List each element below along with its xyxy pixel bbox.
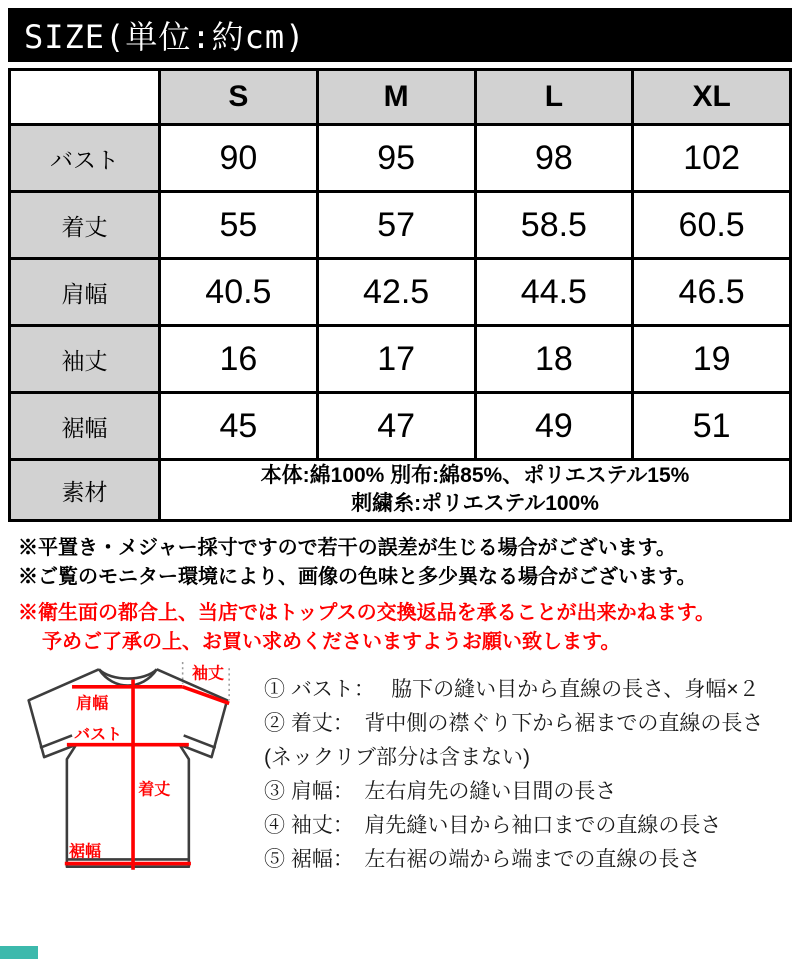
sleeve-m: 17 [317,326,475,393]
row-label-shoulder: 肩幅 [10,259,160,326]
sleeve-xl: 19 [633,326,791,393]
shoulder-s: 40.5 [160,259,318,326]
col-header-m: M [317,70,475,125]
tshirt-diagram [8,661,264,881]
diagram-label-sleeve: 袖丈 [191,664,224,683]
sleeve-l: 18 [475,326,633,393]
warning-no-return: ※衛生面の都合上、当店ではトップスの交換返品を承ることが出来かねます。 [18,602,715,624]
table-row-sleeve [10,326,791,393]
bust-l: 98 [475,125,633,192]
diagram-label-length: 着丈 [138,780,171,799]
bust-xl: 102 [633,125,791,192]
definition-sleeve: ④ 袖丈： 肩先縫い目から袖口までの直線の長さ [264,814,722,837]
shoulder-l: 44.5 [475,259,633,326]
shoulder-xl: 46.5 [633,259,791,326]
size-table [8,68,792,522]
material-line2: 刺繍糸:ポリエステル100% [351,492,599,515]
row-label-material: 素材 [10,460,160,521]
hem-s: 45 [160,393,318,460]
row-label-bust: バスト [10,125,160,192]
row-label-length: 着丈 [10,192,160,259]
hem-l: 49 [475,393,633,460]
row-label-sleeve: 袖丈 [10,326,160,393]
diagram-label-shoulder: 肩幅 [76,694,109,713]
sleeve-s: 16 [160,326,318,393]
length-xl: 60.5 [633,192,791,259]
corner-cell [10,70,160,125]
col-header-s: S [160,70,318,125]
col-header-xl: XL [633,70,791,125]
measurement-guide [8,661,792,881]
note-measurement: ※平置き・メジャー採寸ですので若干の誤差が生じる場合がございます。 [18,537,676,559]
table-row-material [10,460,791,521]
shoulder-m: 42.5 [317,259,475,326]
diagram-label-hem: 裾幅 [68,842,101,861]
definition-bust: ① バスト： 脇下の縫い目から直線の長さ、身幅×２ [264,678,760,701]
note-monitor: ※ご覧のモニター環境により、画像の色味と多少異なる場合がございます。 [18,566,697,588]
table-row-bust [10,125,791,192]
size-table-header-row [10,70,791,125]
hem-m: 47 [317,393,475,460]
notes-section [8,534,792,657]
bust-s: 90 [160,125,318,192]
tshirt-measure-illustration [12,661,252,876]
length-m: 57 [317,192,475,259]
table-row-hem [10,393,791,460]
size-title: SIZE(単位:約cm) [24,18,306,56]
warning-notes [18,599,792,657]
diagram-label-bust: バスト [74,725,123,744]
hem-xl: 51 [633,393,791,460]
size-title-bar [8,8,792,62]
bust-m: 95 [317,125,475,192]
definition-length: ② 着丈： 背中側の襟ぐり下から裾までの直線の長さ [264,712,764,735]
table-row-shoulder [10,259,791,326]
material-text [160,460,791,521]
definition-shoulder: ③ 肩幅： 左右肩先の縫い目間の長さ [264,780,617,803]
col-header-l: L [475,70,633,125]
length-l: 58.5 [475,192,633,259]
length-s: 55 [160,192,318,259]
measurement-definitions [264,661,763,881]
warning-please-note: 予めご了承の上、お買い求めくださいますようお願い致します。 [42,631,621,653]
material-line1: 本体:綿100% 別布:綿85%、ポリエステル15% [260,463,690,487]
row-label-hem: 裾幅 [10,393,160,460]
teal-accent-bar [0,946,38,959]
table-row-length [10,192,791,259]
definition-length-note: (ネックリブ部分は含まない) [264,746,530,769]
definition-hem: ⑤ 裾幅： 左右裾の端から端までの直線の長さ [264,848,701,871]
